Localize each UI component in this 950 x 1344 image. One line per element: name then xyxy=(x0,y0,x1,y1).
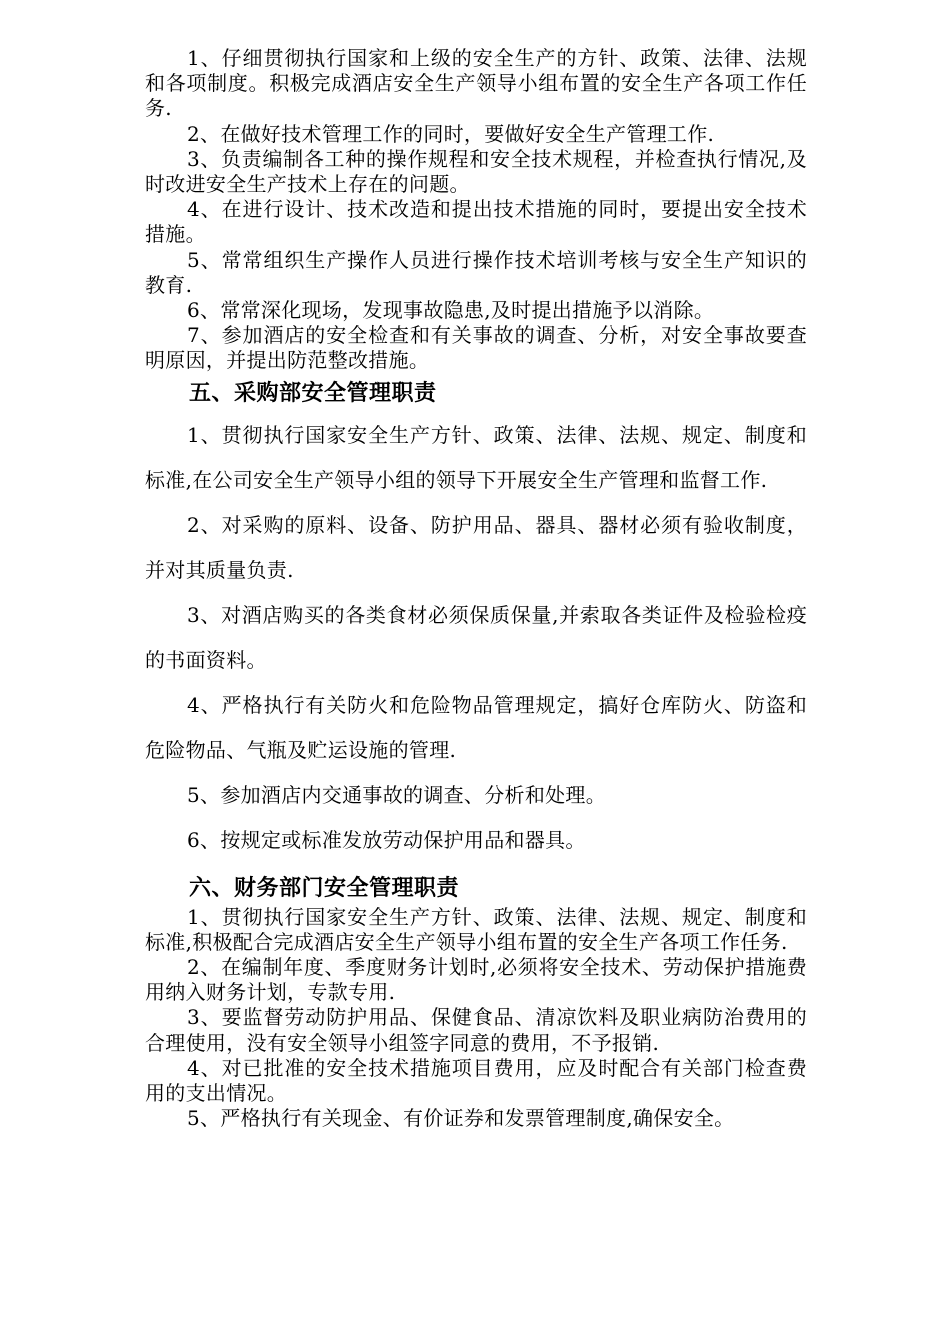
document-page xyxy=(145,46,807,1131)
s5-item-1: 1、贯彻执行国家安全生产方针、政策、法律、法规、规定、制度和标准,在公司安全生产领导小组的领导下开展安全生产管理和监督工作. xyxy=(145,422,807,492)
s6-item-1: 1、贯彻执行国家安全生产方针、政策、法律、法规、规定、制度和标准,积极配合完成酒店安全生产领导小组布置的安全生产各项工作任务. xyxy=(145,904,807,954)
s4-item-5: 5、常常组织生产操作人员进行操作技术培训考核与安全生产知识的教育. xyxy=(145,247,807,297)
section-4-body xyxy=(145,46,807,374)
s5-item-2: 2、对采购的原料、设备、防护用品、器具、器材必须有验收制度，并对其质量负责. xyxy=(145,512,807,582)
s4-item-1: 1、仔细贯彻执行国家和上级的安全生产的方针、政策、法律、法规和各项制度。积极完成酒店安全生产领导小组布置的安全生产各项工作任务. xyxy=(145,46,807,121)
s5-item-4: 4、严格执行有关防火和危险物品管理规定，搞好仓库防火、防盗和危险物品、气瓶及贮运设施的管理. xyxy=(145,692,807,762)
s5-item-3: 3、对酒店购买的各类食材必须保质保量,并索取各类证件及检验检疫的书面资料。 xyxy=(145,602,807,672)
s5-item-5: 5、参加酒店内交通事故的调查、分析和处理。 xyxy=(187,782,607,807)
s6-item-3: 3、要监督劳动防护用品、保健食品、清凉饮料及职业病防治费用的合理使用，没有安全领导小组签字同意的费用，不予报销. xyxy=(145,1005,807,1055)
s5-item-6: 6、按规定或标准发放劳动保护用品和器具。 xyxy=(187,827,586,852)
s6-item-5: 5、严格执行有关现金、有价证券和发票管理制度,确保安全。 xyxy=(187,1106,735,1131)
s4-item-4: 4、在进行设计、技术改造和提出技术措施的同时，要提出安全技术措施。 xyxy=(145,197,807,247)
section-6-body xyxy=(145,905,807,1132)
section-5-heading: 五、采购部安全管理职责 xyxy=(189,379,437,406)
s6-item-2: 2、在编制年度、季度财务计划时,必须将安全技术、劳动保护措施费用纳入财务计划，专款专用. xyxy=(145,955,807,1005)
s6-item-4: 4、对已批准的安全技术措施项目费用，应及时配合有关部门检查费用的支出情况。 xyxy=(145,1055,807,1106)
section-5-body xyxy=(145,413,807,863)
s4-item-6: 6、常常深化现场，发现事故隐患,及时提出措施予以消除。 xyxy=(187,298,715,323)
s4-item-3: 3、负责编制各工种的操作规程和安全技术规程，并检查执行情况,及时改进安全生产技术上存在的问题。 xyxy=(145,146,807,197)
section-6-heading: 六、财务部门安全管理职责 xyxy=(189,874,460,901)
s4-item-7: 7、参加酒店的安全检查和有关事故的调查、分析，对安全事故要查明原因，并提出防范整改措施。 xyxy=(145,323,807,373)
s4-item-2: 2、在做好技术管理工作的同时，要做好安全生产管理工作. xyxy=(187,121,715,146)
